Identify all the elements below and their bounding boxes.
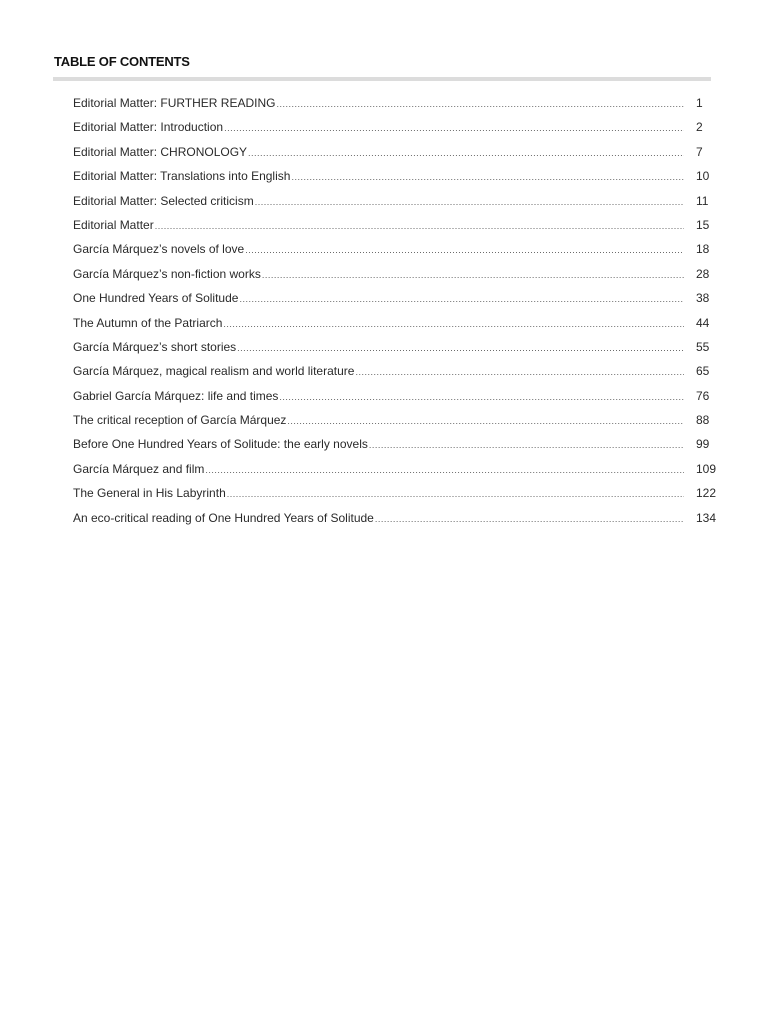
toc-entry-page[interactable]: 1 [696,96,703,110]
toc-entry[interactable] [73,239,718,263]
toc-entry-title[interactable]: García Márquez’s non-fiction works [73,266,261,281]
toc-dot-leader [155,216,684,236]
toc-dot-leader [239,289,684,309]
toc-entry-page[interactable]: 122 [696,486,717,501]
toc-entry-title[interactable]: Gabriel García Márquez: life and times [73,388,279,403]
toc-dot-leader [223,314,684,334]
toc-entry-page[interactable]: 109 [696,461,717,476]
toc-list [73,93,718,532]
toc-entry-title[interactable]: Editorial Matter [73,217,154,232]
toc-dot-leader [355,362,684,382]
toc-entry-page[interactable]: 65 [696,364,710,379]
toc-entry-page[interactable]: 55 [696,339,710,354]
toc-entry[interactable] [73,117,718,141]
toc-entry[interactable] [73,337,718,361]
toc-entry-page[interactable]: 15 [696,217,710,232]
toc-dot-leader [248,143,684,163]
toc-entry[interactable] [73,264,718,288]
toc-entry-title[interactable]: Editorial Matter: FURTHER READING [73,96,276,110]
toc-entry-page[interactable]: 28 [696,266,710,281]
toc-entry[interactable] [73,361,718,385]
toc-entry-page[interactable]: 7 [696,144,703,159]
toc-entry-title[interactable]: The critical reception of García Márquez [73,413,287,428]
toc-entry-title[interactable]: Editorial Matter: Translations into English [73,169,291,184]
toc-entry-title[interactable]: García Márquez’s novels of love [73,242,245,257]
toc-dot-leader [245,240,684,260]
toc-entry-title[interactable]: Editorial Matter: Selected criticism [73,193,254,208]
toc-entry-title[interactable]: Editorial Matter: Introduction [73,120,224,135]
toc-entry[interactable] [73,459,718,483]
toc-entry-page[interactable]: 18 [696,242,710,257]
toc-entry-title[interactable]: The General in His Labyrinth [73,486,226,501]
toc-entry-title[interactable]: Editorial Matter: CHRONOLOGY [73,144,248,159]
toc-entry[interactable] [73,483,718,507]
toc-entry[interactable] [73,142,718,166]
toc-entry-title[interactable]: One Hundred Years of Solitude [73,291,239,306]
toc-entry[interactable] [73,191,718,215]
toc-dot-leader [279,387,684,407]
toc-heading: TABLE OF CONTENTS [54,54,190,69]
toc-entry-page[interactable]: 99 [696,437,710,452]
toc-dot-leader [205,460,684,480]
toc-dot-leader [255,192,684,212]
toc-dot-leader [369,435,684,455]
toc-dot-leader [276,94,684,114]
heading-divider [53,77,711,81]
toc-entry-title[interactable]: An eco-critical reading of One Hundred Years of Solitude [73,510,374,525]
toc-entry-page[interactable]: 88 [696,413,710,428]
toc-entry-title[interactable]: The Autumn of the Patriarch [73,315,223,330]
toc-entry[interactable] [73,215,718,239]
toc-entry-page[interactable]: 38 [696,291,710,306]
toc-dot-leader [224,118,684,138]
toc-dot-leader [262,265,684,285]
toc-entry[interactable] [73,288,718,312]
toc-entry-page[interactable]: 76 [696,388,710,403]
toc-dot-leader [227,484,684,504]
toc-entry-page[interactable]: 11 [696,193,709,208]
toc-entry-page[interactable]: 44 [696,315,710,330]
toc-entry-title[interactable]: García Márquez and film [73,461,205,476]
toc-entry-title[interactable]: García Márquez, magical realism and world literature [73,364,355,379]
toc-entry[interactable] [73,166,718,190]
toc-entry[interactable] [73,386,718,410]
toc-entry-page[interactable]: 10 [696,169,710,184]
toc-entry[interactable] [73,93,718,117]
toc-entry-page[interactable]: 134 [696,510,717,525]
toc-entry[interactable] [73,508,718,532]
toc-dot-leader [375,509,684,529]
toc-dot-leader [237,338,684,358]
toc-entry[interactable] [73,313,718,337]
toc-dot-leader [287,411,684,431]
toc-entry[interactable] [73,434,718,458]
toc-entry[interactable] [73,410,718,434]
toc-dot-leader [291,167,684,187]
toc-entry-title[interactable]: Before One Hundred Years of Solitude: the early novels [73,437,368,452]
toc-entry-title[interactable]: García Márquez’s short stories [73,339,237,354]
toc-entry-page[interactable]: 2 [696,120,703,135]
